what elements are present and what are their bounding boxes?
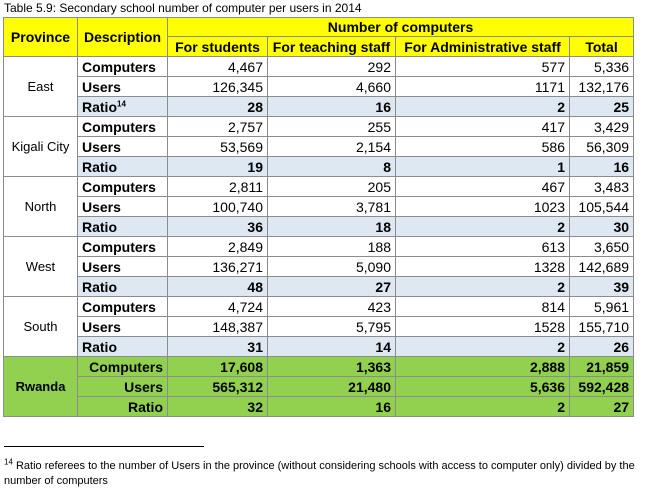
value-cell: 105,544 bbox=[570, 197, 634, 217]
table-row bbox=[4, 237, 634, 257]
value-cell: 3,650 bbox=[570, 237, 634, 257]
description-cell bbox=[78, 237, 168, 257]
computers-per-users-table bbox=[3, 17, 634, 417]
value-cell: 4,660 bbox=[268, 77, 396, 97]
description-cell bbox=[78, 337, 168, 357]
value-cell: 136,271 bbox=[168, 257, 268, 277]
header-row bbox=[4, 18, 634, 37]
description-cell bbox=[78, 77, 168, 97]
value-cell: 3,483 bbox=[570, 177, 634, 197]
header-province: Province bbox=[4, 18, 78, 57]
description-label: Users bbox=[82, 138, 121, 155]
table-row bbox=[4, 297, 634, 317]
value-cell: 292 bbox=[268, 57, 396, 77]
description-label: Ratio bbox=[82, 98, 117, 115]
table-row bbox=[4, 157, 634, 177]
value-cell: 2,154 bbox=[268, 137, 396, 157]
table-caption: Table 5.9: Secondary school number of computer per users in 2014 bbox=[4, 1, 362, 15]
footnote-text: Ratio referees to the number of Users in the province (without considering schools with access to computer only) divided by the number of computers bbox=[4, 460, 635, 487]
table-row bbox=[4, 97, 634, 117]
header-col-total: Total bbox=[570, 37, 634, 57]
total-value-cell: 2 bbox=[396, 397, 570, 417]
value-cell: 8 bbox=[268, 157, 396, 177]
value-cell: 417 bbox=[396, 117, 570, 137]
value-cell: 14 bbox=[268, 337, 396, 357]
total-value-cell: 16 bbox=[268, 397, 396, 417]
footnote-ref: 14 bbox=[117, 98, 126, 108]
value-cell: 142,689 bbox=[570, 257, 634, 277]
value-cell: 27 bbox=[268, 277, 396, 297]
total-row bbox=[4, 397, 634, 417]
description-label: Ratio bbox=[82, 338, 117, 355]
description-label: Computers bbox=[82, 298, 156, 315]
value-cell: 2,757 bbox=[168, 117, 268, 137]
value-cell: 188 bbox=[268, 237, 396, 257]
description-cell bbox=[78, 297, 168, 317]
value-cell: 1023 bbox=[396, 197, 570, 217]
description-label: Users bbox=[82, 318, 121, 335]
value-cell: 2 bbox=[396, 337, 570, 357]
table-row bbox=[4, 317, 634, 337]
description-cell bbox=[78, 57, 168, 77]
value-cell: 19 bbox=[168, 157, 268, 177]
value-cell: 2 bbox=[396, 217, 570, 237]
value-cell: 467 bbox=[396, 177, 570, 197]
value-cell: 255 bbox=[268, 117, 396, 137]
total-row bbox=[4, 377, 634, 397]
table-row bbox=[4, 217, 634, 237]
value-cell: 1171 bbox=[396, 77, 570, 97]
value-cell: 2 bbox=[396, 97, 570, 117]
province-cell: Kigali City bbox=[4, 117, 78, 177]
value-cell: 1 bbox=[396, 157, 570, 177]
value-cell: 132,176 bbox=[570, 77, 634, 97]
value-cell: 4,467 bbox=[168, 57, 268, 77]
description-label: Computers bbox=[82, 178, 156, 195]
total-value-cell: 1,363 bbox=[268, 357, 396, 377]
footnote-mark: 14 bbox=[4, 457, 13, 467]
table-row bbox=[4, 337, 634, 357]
value-cell: 48 bbox=[168, 277, 268, 297]
value-cell: 25 bbox=[570, 97, 634, 117]
footnote-divider bbox=[4, 446, 204, 447]
total-value-cell: 5,636 bbox=[396, 377, 570, 397]
value-cell: 2,811 bbox=[168, 177, 268, 197]
table-row bbox=[4, 177, 634, 197]
description-cell bbox=[78, 157, 168, 177]
province-cell: South bbox=[4, 297, 78, 357]
description-label: Users bbox=[82, 78, 121, 95]
value-cell: 814 bbox=[396, 297, 570, 317]
total-value-cell: 32 bbox=[168, 397, 268, 417]
value-cell: 5,090 bbox=[268, 257, 396, 277]
value-cell: 16 bbox=[570, 157, 634, 177]
total-value-cell: 27 bbox=[570, 397, 634, 417]
description-cell bbox=[78, 177, 168, 197]
description-cell bbox=[78, 197, 168, 217]
value-cell: 53,569 bbox=[168, 137, 268, 157]
value-cell: 1528 bbox=[396, 317, 570, 337]
value-cell: 4,724 bbox=[168, 297, 268, 317]
province-cell: West bbox=[4, 237, 78, 297]
header-col-students: For students bbox=[168, 37, 268, 57]
footnote bbox=[4, 459, 654, 489]
total-value-cell: 592,428 bbox=[570, 377, 634, 397]
description-label: Ratio bbox=[82, 218, 117, 235]
value-cell: 126,345 bbox=[168, 77, 268, 97]
value-cell: 2,849 bbox=[168, 237, 268, 257]
value-cell: 2 bbox=[396, 277, 570, 297]
description-label: Computers bbox=[82, 118, 156, 135]
total-value-cell: 2,888 bbox=[396, 357, 570, 377]
value-cell: 3,429 bbox=[570, 117, 634, 137]
description-label: Ratio bbox=[82, 158, 117, 175]
description-label: Computers bbox=[82, 58, 156, 75]
table-row bbox=[4, 257, 634, 277]
value-cell: 30 bbox=[570, 217, 634, 237]
value-cell: 100,740 bbox=[168, 197, 268, 217]
value-cell: 586 bbox=[396, 137, 570, 157]
description-label: Users bbox=[82, 198, 121, 215]
value-cell: 36 bbox=[168, 217, 268, 237]
description-label: Ratio bbox=[82, 278, 117, 295]
description-cell bbox=[78, 277, 168, 297]
header-col-admin-staff: For Administrative staff bbox=[396, 37, 570, 57]
header-description: Description bbox=[78, 18, 168, 57]
value-cell: 18 bbox=[268, 217, 396, 237]
value-cell: 1328 bbox=[396, 257, 570, 277]
total-row bbox=[4, 357, 634, 377]
value-cell: 28 bbox=[168, 97, 268, 117]
table-row bbox=[4, 277, 634, 297]
value-cell: 155,710 bbox=[570, 317, 634, 337]
total-description-cell: Users bbox=[78, 377, 168, 397]
table-row bbox=[4, 117, 634, 137]
value-cell: 5,795 bbox=[268, 317, 396, 337]
value-cell: 31 bbox=[168, 337, 268, 357]
total-value-cell: 21,480 bbox=[268, 377, 396, 397]
value-cell: 423 bbox=[268, 297, 396, 317]
value-cell: 613 bbox=[396, 237, 570, 257]
table-row bbox=[4, 57, 634, 77]
value-cell: 39 bbox=[570, 277, 634, 297]
value-cell: 5,961 bbox=[570, 297, 634, 317]
province-cell: North bbox=[4, 177, 78, 237]
total-description-cell: Computers bbox=[78, 357, 168, 377]
total-value-cell: 21,859 bbox=[570, 357, 634, 377]
header-number-of-computers: Number of computers bbox=[168, 18, 634, 37]
description-label: Computers bbox=[82, 238, 156, 255]
province-cell: East bbox=[4, 57, 78, 117]
description-cell bbox=[78, 317, 168, 337]
value-cell: 56,309 bbox=[570, 137, 634, 157]
total-value-cell: 17,608 bbox=[168, 357, 268, 377]
description-cell bbox=[78, 217, 168, 237]
value-cell: 577 bbox=[396, 57, 570, 77]
value-cell: 16 bbox=[268, 97, 396, 117]
description-cell bbox=[78, 137, 168, 157]
description-cell bbox=[78, 97, 168, 117]
value-cell: 3,781 bbox=[268, 197, 396, 217]
table-row bbox=[4, 197, 634, 217]
description-cell bbox=[78, 117, 168, 137]
total-description-cell: Ratio bbox=[78, 397, 168, 417]
value-cell: 148,387 bbox=[168, 317, 268, 337]
value-cell: 205 bbox=[268, 177, 396, 197]
total-province-cell: Rwanda bbox=[4, 357, 78, 417]
table-row bbox=[4, 77, 634, 97]
value-cell: 5,336 bbox=[570, 57, 634, 77]
header-col-teaching-staff: For teaching staff bbox=[268, 37, 396, 57]
value-cell: 26 bbox=[570, 337, 634, 357]
table-row bbox=[4, 137, 634, 157]
description-cell bbox=[78, 257, 168, 277]
description-label: Users bbox=[82, 258, 121, 275]
total-value-cell: 565,312 bbox=[168, 377, 268, 397]
